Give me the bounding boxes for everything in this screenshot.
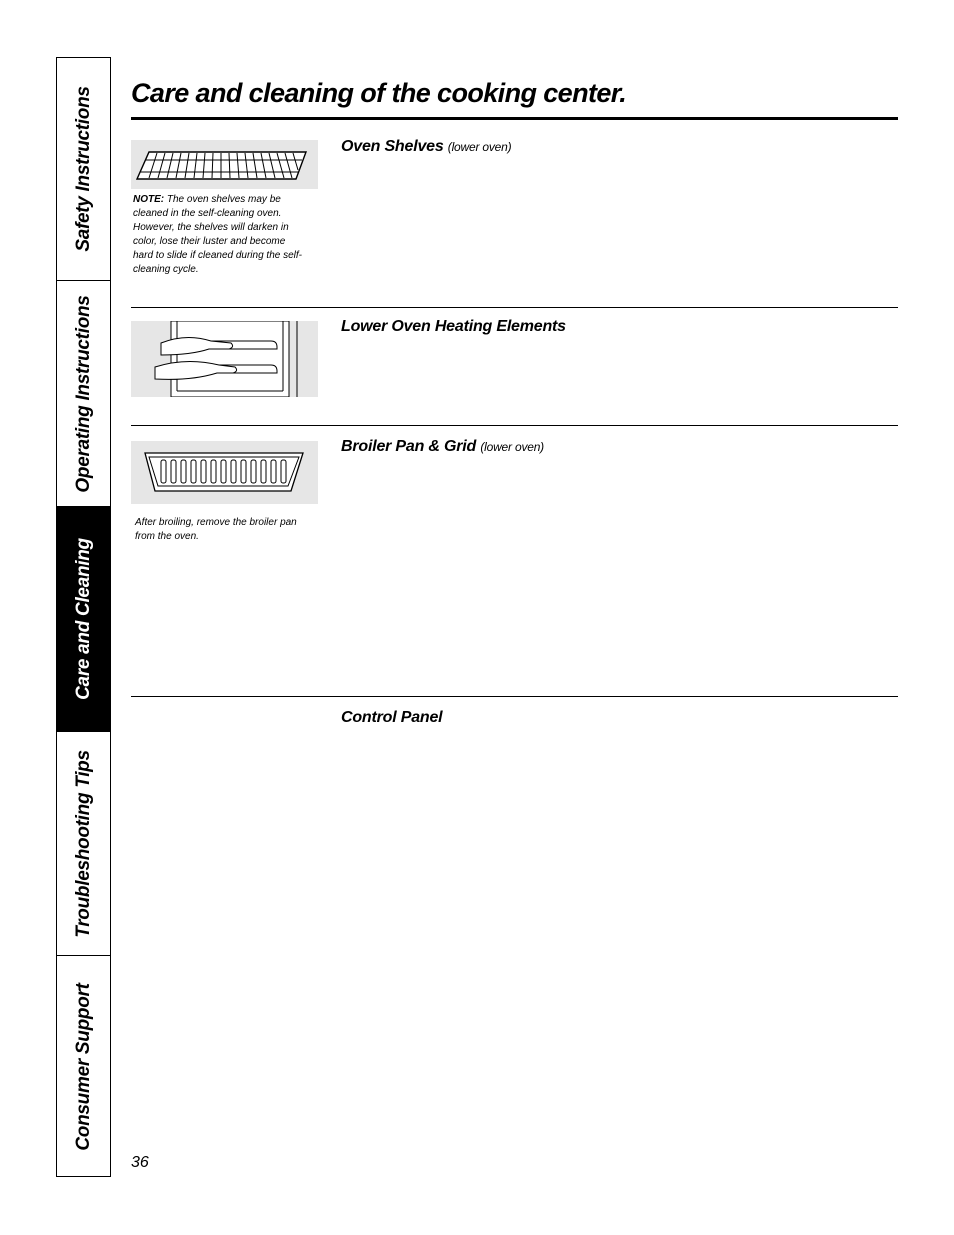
tab-consumer-support[interactable] (57, 956, 110, 1178)
tab-label: Care and Cleaning (72, 538, 94, 700)
section-divider (131, 425, 898, 426)
tab-care-and-cleaning[interactable] (57, 507, 110, 732)
heating-elements-illustration (131, 321, 318, 397)
tab-label: Operating Instructions (72, 294, 94, 493)
tab-label: Safety Instructions (72, 86, 94, 252)
page-number: 36 (131, 1154, 149, 1171)
heading-text: Lower Oven Heating Elements (341, 318, 566, 335)
heading-text: Broiler Pan & Grid (341, 438, 477, 455)
note-text: The oven shelves may be cleaned in the self-cleaning oven. However, the shelves will darken in color, lose their luster and become hard to slide if cleaned during the self-cleaning cycle. (133, 194, 302, 275)
tab-operating-instructions[interactable] (57, 281, 110, 507)
heading-text: Control Panel (341, 709, 443, 726)
control-panel-heading (341, 709, 442, 727)
oven-shelves-heading (341, 138, 511, 156)
side-tabs (56, 57, 111, 1177)
title-rule (131, 117, 898, 120)
section-divider (131, 696, 898, 697)
broiler-pan-heading (341, 438, 544, 456)
tab-troubleshooting-tips[interactable] (57, 732, 110, 956)
tab-safety-instructions[interactable] (57, 58, 110, 281)
heating-elements-heading (341, 318, 566, 336)
broiler-pan-illustration (131, 441, 318, 504)
oven-shelf-illustration (131, 140, 318, 189)
note-label: NOTE: (133, 194, 165, 205)
heading-subtext: (lower oven) (447, 140, 512, 154)
tab-label: Consumer Support (72, 983, 94, 1151)
section-divider (131, 307, 898, 308)
page-title: Care and cleaning of the cooking center. (131, 78, 627, 108)
broiler-pan-caption: After broiling, remove the broiler pan from the oven. (135, 517, 297, 542)
heading-subtext: (lower oven) (480, 440, 544, 454)
heading-text: Oven Shelves (341, 138, 444, 155)
oven-shelves-note (133, 193, 308, 277)
tab-label: Troubleshooting Tips (72, 749, 94, 938)
